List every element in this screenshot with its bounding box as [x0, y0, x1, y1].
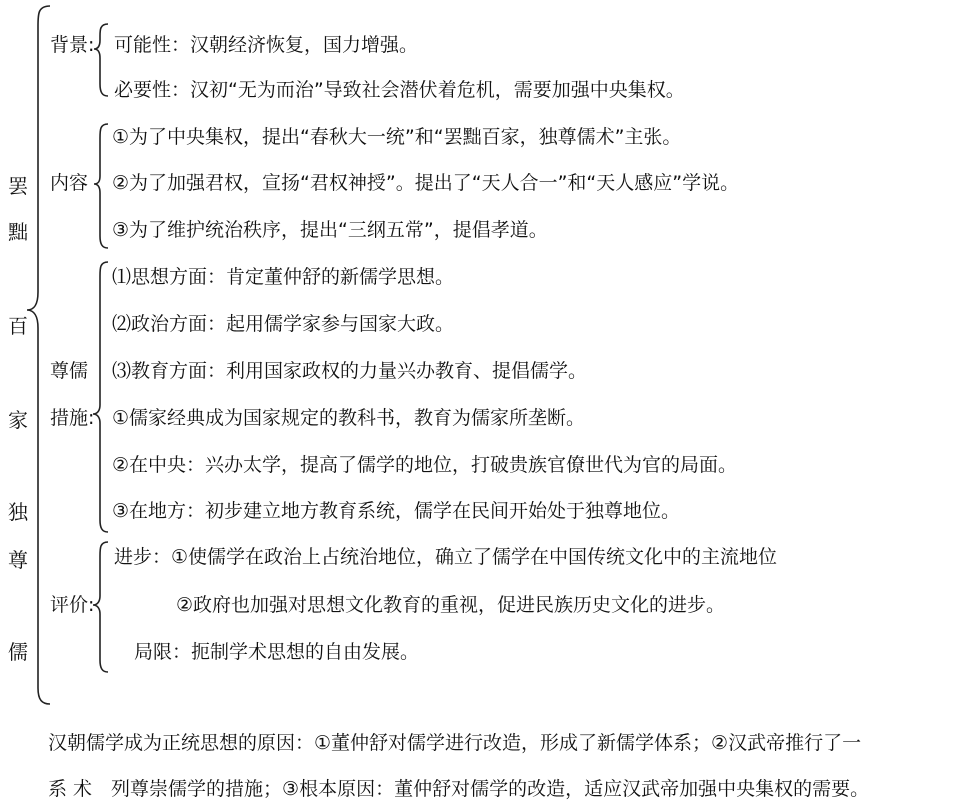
title-char: 家	[8, 408, 28, 432]
title-char: 黜	[8, 220, 28, 244]
content-line: ③为了维护统治秩序，提出“三纲五常”，提倡孝道。	[112, 219, 548, 241]
background-line: 必要性：汉初“无为而治”导致社会潜伏着危机，需要加强中央集权。	[114, 79, 685, 101]
title-char: 儒	[8, 640, 28, 664]
evaluation-progress-line: 进步：①使儒学在政治上占统治地位，确立了儒学在中国传统文化中的主流地位	[114, 546, 778, 568]
title-char: 百	[8, 314, 28, 338]
measures-label: 措施:	[50, 407, 95, 429]
measures-line: ⑵政治方面：起用儒学家参与国家大政。	[112, 313, 455, 335]
title-char: 尊	[8, 548, 28, 572]
content-brace	[94, 124, 108, 248]
measures-line: ②在中央：兴办太学，提高了儒学的地位，打破贵族官僚世代为官的局面。	[112, 454, 738, 476]
measures-line: ①儒家经典成为国家规定的教科书，教育为儒家所垄断。	[112, 407, 586, 429]
measures-brace	[93, 262, 108, 532]
content-label: 内容	[50, 172, 89, 194]
title-char: 独	[8, 500, 28, 524]
title-char: 罢	[8, 174, 28, 198]
background-line: 可能性：汉朝经济恢复，国力增强。	[114, 34, 419, 56]
background-brace	[94, 24, 108, 96]
evaluation-brace	[93, 542, 108, 672]
evaluation-label: 评价:	[50, 594, 95, 616]
main-brace	[27, 6, 50, 704]
background-label: 背景:	[50, 34, 95, 56]
evaluation-progress-line: ②政府也加强对思想文化教育的重视，促进民族历史文化的进步。	[176, 594, 726, 616]
measures-label: 尊儒	[50, 360, 89, 382]
conclusion-line: 汉朝儒学成为正统思想的原因：①董仲舒对儒学进行改造，形成了新儒学体系；②汉武帝推行了一	[48, 732, 862, 754]
content-line: ①为了中央集权，提出“春秋大一统”和“罢黜百家，独尊儒术”主张。	[112, 126, 682, 148]
measures-line: ③在地方：初步建立地方教育系统，儒学在民间开始处于独尊地位。	[112, 500, 681, 522]
conclusion-line: 系 术 列尊崇儒学的措施；③根本原因：董仲舒对儒学的改造，适应汉武帝加强中央集权的需要。	[48, 778, 870, 800]
content-line: ②为了加强君权，宣扬“君权神授”。提出了“天人合一”和“天人感应”学说。	[112, 172, 740, 194]
evaluation-limitation: 局限：扼制学术思想的自由发展。	[134, 641, 420, 663]
measures-line: ⑴思想方面：肯定董仲舒的新儒学思想。	[112, 266, 455, 288]
measures-line: ⑶教育方面：利用国家政权的力量兴办教育、提倡儒学。	[112, 360, 588, 382]
